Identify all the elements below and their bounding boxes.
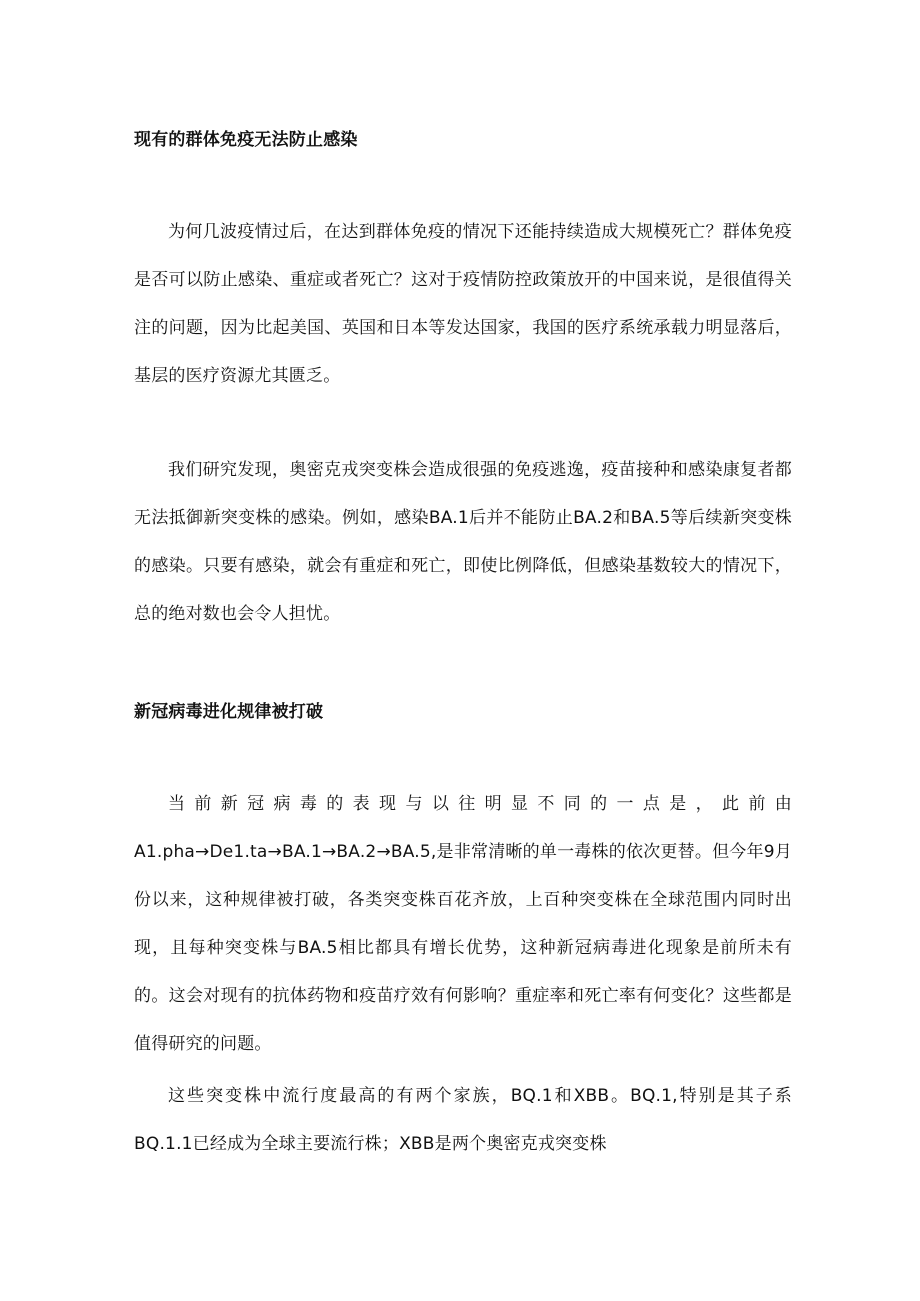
paragraph-variant-families: 这些突变株中流行度最高的有两个家族，BQ.1和XBB。BQ.1,特别是其子系BQ.1.1已经成为全球主要流行株；XBB是两个奥密克戎突变株 (134, 1086, 792, 1154)
paragraph-immune-escape: 我们研究发现，奥密克戎突变株会造成很强的免疫逃逸，疫苗接种和感染康复者都无法抵御新突变株的感染。例如，感染BA.1后并不能防止BA.2和BA.5等后续新突变株的感染。只要有感染，就会有重症和死亡，即使比例降低，但感染基数较大的情况下，总的绝对数也会令人担忧。 (134, 460, 792, 624)
paragraph-evolution-pattern: 当前新冠病毒的表现与以往明显不同的一点是，此前由A1.pha→De1.ta→BA.1→BA.2→BA.5,是非常清晰的单一毒株的依次更替。但今年9月份以来，这种规律被打破，各类突变株百花齐放，上百种突变株在全球范围内同时出现，且每种突变株与BA.5相比都具有增长优势，这种新冠病毒进化现象是前所未有的。这会对现有的抗体药物和疫苗疗效有何影响？重症率和死亡率有何变化？这些都是值得研究的问题。 (134, 794, 792, 1054)
section-heading-evolution: 新冠病毒进化规律被打破 (134, 702, 324, 722)
section-heading-herd-immunity: 现有的群体免疫无法防止感染 (134, 130, 358, 150)
paragraph-herd-immunity-question: 为何几波疫情过后，在达到群体免疫的情况下还能持续造成大规模死亡？群体免疫是否可以防止感染、重症或者死亡？这对于疫情防控政策放开的中国来说，是很值得关注的问题，因为比起美国、英国和日本等发达国家，我国的医疗系统承载力明显落后，基层的医疗资源尤其匮乏。 (134, 222, 792, 386)
